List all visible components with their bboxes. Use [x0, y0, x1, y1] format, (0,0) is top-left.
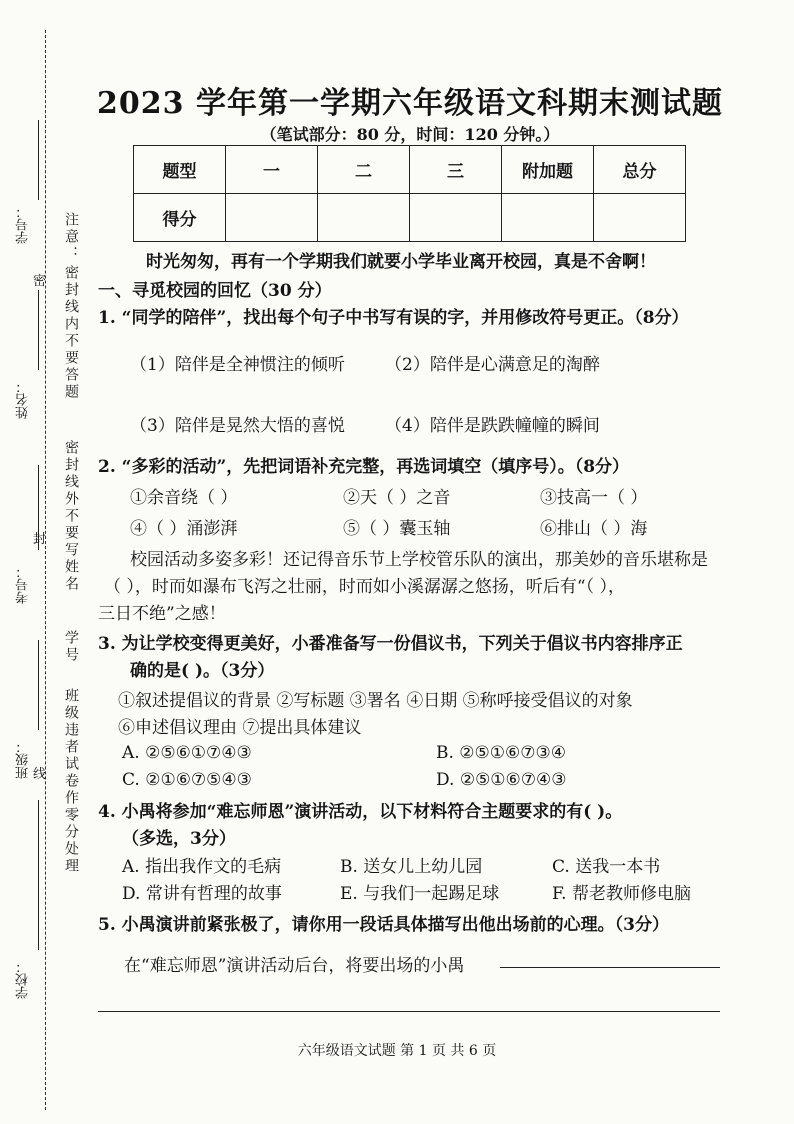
question-3-option-b[interactable]: B. ②⑤①⑥⑦③④ — [436, 743, 566, 763]
school-label: 学校： — [16, 960, 31, 999]
exam-subtitle: （笔试部分：80 分，时间：120 分钟。） — [260, 125, 560, 144]
seal-mark-xian: 线 — [33, 767, 47, 782]
question-4-option-d[interactable]: D. 常讲有哲理的故事 — [122, 884, 282, 904]
question-5-stem: 5. 小禺演讲前紧张极了，请你用一段话具体描写出他出场前的心理。（3分） — [98, 915, 669, 935]
question-2-paragraph-line-2: （ ），时而如瀑布飞泻之壮丽，时而如小溪潺潺之悠扬，听后有“（ ）， — [104, 577, 625, 597]
idiom-5: ⑤（ ）囊玉轴 — [343, 519, 451, 539]
question-1-item-1: （1）陪伴是全神惯注的倾听 — [130, 355, 345, 375]
question-5-prompt: 在“难忘师恩”演讲活动后台，将要出场的小禺 — [124, 956, 465, 976]
score-header-part-3: 三 — [410, 146, 502, 194]
student-id-label: 学号： — [16, 205, 31, 244]
question-4-stem-line-2: （多选，3分） — [122, 829, 236, 849]
notice-line-1: 密封线内不要答题 — [63, 265, 79, 401]
question-3-option-c[interactable]: C. ②①⑥⑦⑤④③ — [122, 770, 252, 790]
question-4-stem-line-1: 4. 小禺将参加“难忘师恩”演讲活动，以下材料符合主题要求的有( )。 — [98, 802, 623, 822]
name-label: 姓名： — [16, 380, 31, 419]
question-3-stem-line-2: 确的是( )。（3分） — [130, 661, 275, 681]
question-1-item-2: （2）陪伴是心满意足的淘醉 — [385, 355, 600, 375]
question-3-option-a[interactable]: A. ②⑤⑥①⑦④③ — [122, 743, 252, 763]
name-line — [38, 290, 39, 370]
page-footer: 六年级语文试题 第 1 页 共 6 页 — [297, 1043, 497, 1059]
score-header-part-2: 二 — [318, 146, 410, 194]
section-1-heading: 一、寻觅校园的回忆（30 分） — [98, 281, 332, 301]
score-cell-part-3[interactable] — [410, 194, 502, 242]
score-cell-total[interactable] — [594, 194, 686, 242]
seal-mark-mi: 密 — [33, 274, 47, 289]
intro-sentence: 时光匆匆，再有一个学期我们就要小学毕业离开校园，真是不舍啊！ — [146, 252, 656, 272]
question-2-stem: 2. “多彩的活动”，先把词语补充完整，再选词填空（填序号）。（8分） — [98, 457, 630, 477]
exam-title: 2023 学年第一学期六年级语文科期末测试题 — [97, 86, 723, 121]
question-3-steps-line-1: ①叙述提倡议的背景 ②写标题 ③署名 ④日期 ⑤称呼接受倡议的对象 — [118, 691, 633, 711]
question-2-paragraph-line-1: 校园活动多姿多彩！还记得音乐节上学校管乐队的演出，那美妙的音乐堪称是 — [130, 550, 708, 570]
notice-title: 注意： — [63, 212, 79, 263]
notice-line-2: 密封线外不要写姓名 — [63, 440, 79, 593]
score-table-score-row — [134, 194, 686, 242]
notice-line-4: 班级违者试卷作零分处理 — [63, 688, 79, 875]
question-2-paragraph-line-3: 三日不绝”之感！ — [98, 604, 226, 624]
binding-dashed-line — [45, 30, 46, 1110]
idiom-2: ②天（ ）之音 — [343, 488, 451, 508]
score-cell-part-2[interactable] — [318, 194, 410, 242]
score-header-bonus: 附加题 — [502, 146, 594, 194]
score-header-type: 题型 — [134, 146, 226, 194]
question-4-option-b[interactable]: B. 送女儿上幼儿园 — [340, 857, 483, 877]
class-line — [38, 640, 39, 730]
question-3-steps-line-2: ⑥申述倡议理由 ⑦提出具体建议 — [118, 718, 362, 738]
seal-mark-feng: 封 — [33, 532, 47, 547]
question-4-option-e[interactable]: E. 与我们一起踢足球 — [340, 884, 500, 904]
class-label: 班级： — [16, 740, 31, 779]
question-1-item-4: （4）陪伴是跌跌幢幢的瞬间 — [385, 416, 600, 436]
score-header-part-1: 一 — [226, 146, 318, 194]
school-line — [38, 800, 39, 950]
question-5-answer-line-2[interactable] — [98, 1011, 720, 1012]
question-5-answer-line-1[interactable] — [500, 967, 720, 968]
idiom-1: ①余音绕（ ） — [130, 488, 238, 508]
score-cell-part-1[interactable] — [226, 194, 318, 242]
idiom-4: ④（ ）涌澎湃 — [130, 519, 238, 539]
idiom-6: ⑥排山（ ）海 — [540, 519, 648, 539]
question-3-stem-line-1: 3. 为让学校变得更美好，小番准备写一份倡议书，下列关于倡议书内容排序正 — [98, 634, 683, 654]
question-4-option-c[interactable]: C. 送我一本书 — [552, 857, 661, 877]
question-4-option-f[interactable]: F. 帮老教师修电脑 — [552, 884, 691, 904]
idiom-3: ③技高一（ ） — [540, 488, 648, 508]
score-row-label: 得分 — [134, 194, 226, 242]
score-cell-bonus[interactable] — [502, 194, 594, 242]
question-1-item-3: （3）陪伴是晃然大悟的喜悦 — [130, 416, 345, 436]
student-id-line — [38, 120, 39, 200]
score-table — [133, 145, 686, 242]
question-4-option-a[interactable]: A. 指出我作文的毛病 — [122, 857, 282, 877]
score-table-header-row — [134, 146, 686, 194]
exam-number-label: 考号： — [16, 565, 31, 604]
question-3-option-d[interactable]: D. ②⑤①⑥⑦④③ — [436, 770, 567, 790]
question-1-stem: 1. “同学的陪伴”，找出每个句子中书写有误的字，并用修改符号更正。（8分） — [98, 308, 689, 328]
score-header-total: 总分 — [594, 146, 686, 194]
notice-line-3: 学号 — [63, 630, 79, 664]
